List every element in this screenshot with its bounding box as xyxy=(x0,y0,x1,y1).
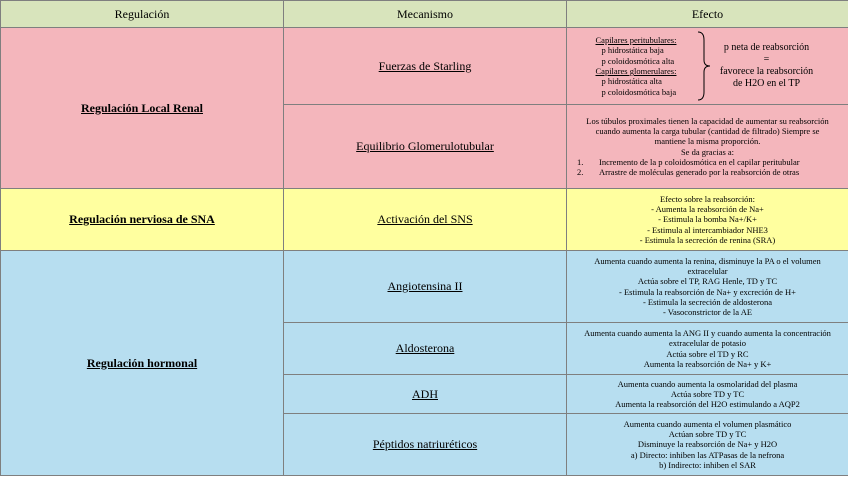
peri-header: Capilares peritubulares: xyxy=(595,35,677,46)
glomerulotubular-list xyxy=(571,157,844,178)
effect-line: - Estimula la secreción de aldosterona xyxy=(642,296,773,307)
effect-angiotensina xyxy=(567,251,848,323)
result-line: = xyxy=(763,54,770,65)
header-row xyxy=(1,1,848,28)
effect-aldosterona xyxy=(567,323,848,375)
effect-line: Aumenta la reabsorción del H2O estimulando a AQP2 xyxy=(615,399,800,410)
mechanism-glomerulotubular: Equilibrio Glomerulotubular xyxy=(284,105,567,189)
effect-line: mantiene la misma proporción. xyxy=(654,136,761,147)
row-sns xyxy=(1,189,848,251)
effect-line: Actúan sobre TD y TC xyxy=(668,429,747,440)
effect-peptidos xyxy=(567,414,848,476)
row-angiotensina xyxy=(1,251,848,323)
effect-line: Aumenta la reabsorción de Na+ y K+ xyxy=(643,358,772,369)
effect-line: Actúa sobre el TD y RC xyxy=(666,348,749,359)
effect-sns xyxy=(567,189,848,251)
peri-item: p hidrostática baja xyxy=(601,45,664,56)
glom-item: p coloidosmótica baja xyxy=(601,86,677,97)
list-text: Incremento de la p coloidosmótica en el capilar peritubular xyxy=(599,156,800,167)
effect-line: Efecto sobre la reabsorción: xyxy=(659,193,756,204)
effect-line: b) Indirecto: inhiben el SAR xyxy=(659,459,756,470)
category-hormonal: Regulación hormonal xyxy=(1,251,284,476)
list-text: Arrastre de moléculas generado por la reabsorción de otras xyxy=(599,167,800,178)
effect-line: - Aumenta la reabsorción de Na+ xyxy=(651,204,764,215)
effect-line: - Vasoconstrictor de la AE xyxy=(662,307,753,318)
effect-line: Aumenta cuando aumenta la osmolaridad del plasma xyxy=(617,378,798,389)
list-number: 2. xyxy=(577,167,584,178)
mechanism-aldosterona: Aldosterona xyxy=(284,323,567,375)
header-efecto: Efecto xyxy=(567,1,848,28)
list-item xyxy=(571,157,844,167)
effect-line: Disminuye la reabsorción de Na+ y H2O xyxy=(637,439,778,450)
mechanism-starling: Fuerzas de Starling xyxy=(284,28,567,105)
category-local-renal: Regulación Local Renal xyxy=(1,28,284,189)
brace-icon xyxy=(696,30,712,102)
starling-capillaries xyxy=(594,35,696,97)
effect-line: extracelular de potasio xyxy=(669,338,746,349)
glom-header: Capilares glomerulares: xyxy=(595,66,677,76)
effect-line: Aumenta cuando aumenta el volumen plasmático xyxy=(623,418,792,429)
mechanism-angiotensina: Angiotensina II xyxy=(284,251,567,323)
header-regulacion: Regulación xyxy=(1,1,284,28)
effect-line: - Estimula la bomba Na+/K+ xyxy=(658,214,757,225)
effect-glomerulotubular xyxy=(567,105,848,189)
effect-line: a) Directo: inhiben las ATPasas de la nefrona xyxy=(630,449,785,460)
effect-line: - Estimula la secreción de renina (SRA) xyxy=(639,234,776,245)
effect-line: Actúa sobre el TP, RAG Henle, TD y TC xyxy=(637,276,778,287)
category-nerviosa: Regulación nerviosa de SNA xyxy=(1,189,284,251)
effect-line: Aumenta cuando aumenta la renina, disminuye la PA o el volumen xyxy=(594,255,821,266)
glom-item: p hidrostática alta xyxy=(601,76,662,87)
effect-line: Actúa sobre TD y TC xyxy=(670,388,745,399)
effect-line: - Estimula la reabsorción de Na+ y excreción de H+ xyxy=(619,286,796,297)
starling-result xyxy=(712,42,822,90)
effect-line: Aumenta cuando aumenta la ANG II y cuando aumenta la concentración xyxy=(584,327,831,338)
row-starling xyxy=(1,28,848,105)
peri-item: p coloidosmótica alta xyxy=(601,55,675,66)
list-item xyxy=(571,167,844,177)
effect-line: - Estimula al intercambiador NHE3 xyxy=(647,224,768,235)
effect-subhead: Se da gracias a: xyxy=(680,146,735,157)
mechanism-peptidos: Péptidos natriuréticos xyxy=(284,414,567,476)
effect-starling xyxy=(567,28,848,105)
result-line: favorece la reabsorción xyxy=(719,66,814,77)
mechanism-adh: ADH xyxy=(284,375,567,414)
header-mecanismo: Mecanismo xyxy=(284,1,567,28)
effect-line: extracelular xyxy=(687,265,728,276)
result-line: p neta de reabsorción xyxy=(723,42,810,53)
mechanism-sns: Activación del SNS xyxy=(284,189,567,251)
effect-adh xyxy=(567,375,848,414)
list-number: 1. xyxy=(577,156,584,167)
effect-line: cuando aumenta la carga tubular (cantidad de filtrado) Siempre se xyxy=(595,125,820,136)
result-line: de H2O en el TP xyxy=(732,78,801,89)
effect-line: Los túbulos proximales tienen la capacidad de aumentar su reabsorción xyxy=(586,115,829,126)
